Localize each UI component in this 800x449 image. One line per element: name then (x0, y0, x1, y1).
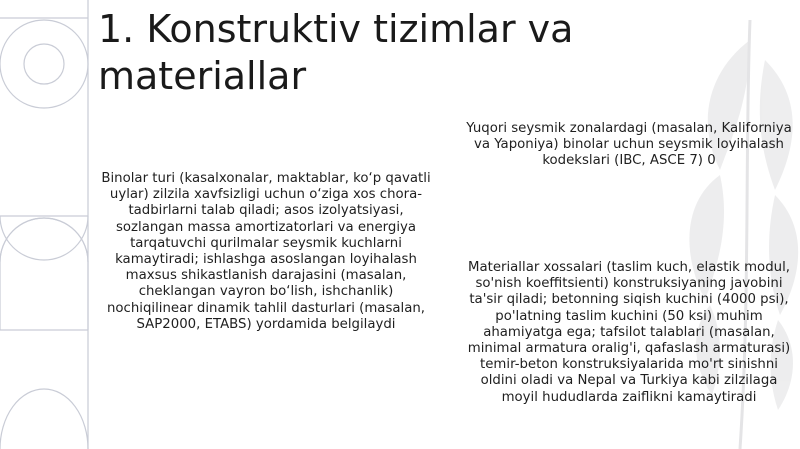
small-circle (24, 44, 64, 84)
large-circle (0, 20, 88, 108)
seismic-codes-paragraph: Yuqori seysmik zonalardagi (masalan, Kaliforniya va Yaponiya) binolar uchun seysmik loyihalash kodekslari (IBC, ASCE 7) 0 (466, 121, 792, 169)
material-properties-paragraph: Materiallar xossalari (taslim kuch, elastik modul, so'nish koeffitsienti) konstruksiyaning javobini ta'sir qiladi; betonning siqish kuchini (4000 psi), po'latning taslim kuchini (50 ksi) muhim ahamiyatga ega; tafsilot talablari (masalan, minimal armatura oralig'i, qafaslash armaturasi) temir-beton konstruksiyalarida mo'rt sinishni oldini oladi va Nepal va Turkiya kabi zilzilaga moyil hududlarda zaiflikni kamaytiradi (467, 260, 791, 405)
middle-bowl (0, 216, 88, 260)
building-types-paragraph: Binolar turi (kasalxonalar, maktablar, ko‘p qavatli uylar) zilzila xavfsizligi uchun o‘ziga xos chora-tadbirlarni talab qiladi; asos izolyatsiyasi, sozlangan massa amortizatorlari va energiya tarqatuvchi qurilmalar seysmik kuchlarni kamaytiradi; ishlashga asoslangan loyihalash maxsus shikastlanish darajasini (masalan, cheklangan vayron bo‘lish, ishchanlik) nochiqilinear dinamik tahlil dasturlari (masalan, SAP2000, ETABS) yordamida belgilaydi (101, 171, 431, 332)
slide-title: 1. Konstruktiv tizimlar va materiallar (98, 7, 574, 98)
arch-shape (0, 218, 88, 330)
bottom-arch (0, 389, 88, 449)
arch-curve (0, 218, 88, 262)
